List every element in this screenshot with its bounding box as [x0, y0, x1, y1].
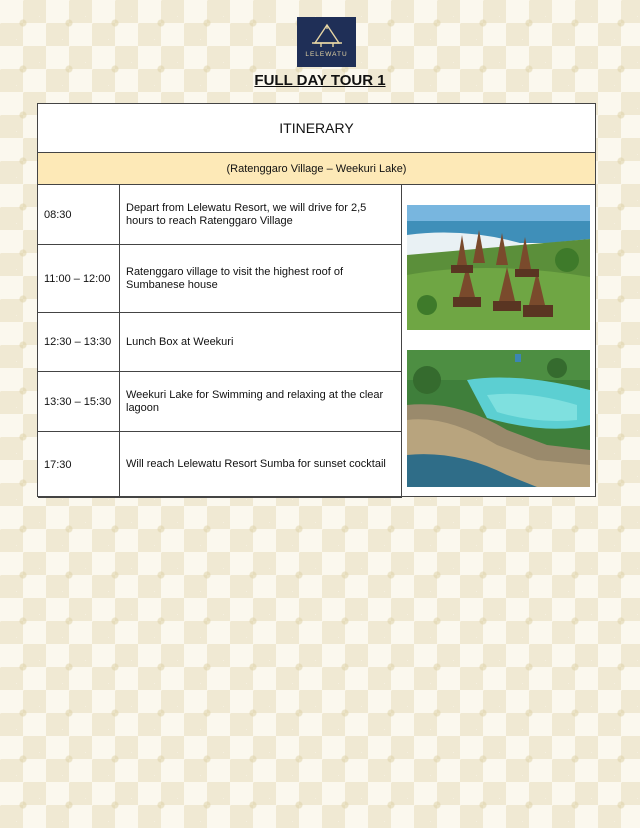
- photo-column: [401, 185, 596, 498]
- itinerary-row: [38, 432, 402, 498]
- time-cell: 11:00 – 12:00: [38, 245, 120, 312]
- activity-cell: Weekuri Lake for Swimming and relaxing at the clear lagoon: [126, 388, 384, 414]
- activity-cell: Depart from Lelewatu Resort, we will drive for 2,5 hours to reach Ratenggaro Village: [126, 201, 367, 227]
- itinerary-heading: ITINERARY: [38, 104, 595, 153]
- activity-cell: Lunch Box at Weekuri: [126, 335, 234, 348]
- time-cell: 12:30 – 13:30: [38, 313, 120, 371]
- itinerary-rows: [38, 185, 595, 498]
- activity-cell: Will reach Lelewatu Resort Sumba for sunset cocktail: [126, 458, 386, 470]
- ratenggaro-village-photo: [407, 205, 590, 330]
- itinerary-row: [38, 245, 402, 313]
- itinerary-subtitle: (Ratenggaro Village – Weekuri Lake): [38, 153, 595, 185]
- weekuri-lake-photo: [407, 350, 590, 487]
- roof-house-icon: [307, 23, 347, 49]
- time-cell: 13:30 – 15:30: [38, 372, 120, 431]
- activity-cell: Ratenggaro village to visit the highest roof of Sumbanese house: [126, 265, 344, 291]
- itinerary-row: [38, 372, 402, 432]
- logo-text: LELEWATU: [305, 51, 348, 58]
- itinerary-row: [38, 313, 402, 372]
- time-cell: 08:30: [38, 185, 120, 244]
- itinerary-table: [37, 103, 596, 497]
- time-cell: 17:30: [38, 432, 120, 497]
- itinerary-row: [38, 185, 402, 245]
- resort-logo: [297, 17, 356, 67]
- page-title: FULL DAY TOUR 1: [254, 72, 386, 89]
